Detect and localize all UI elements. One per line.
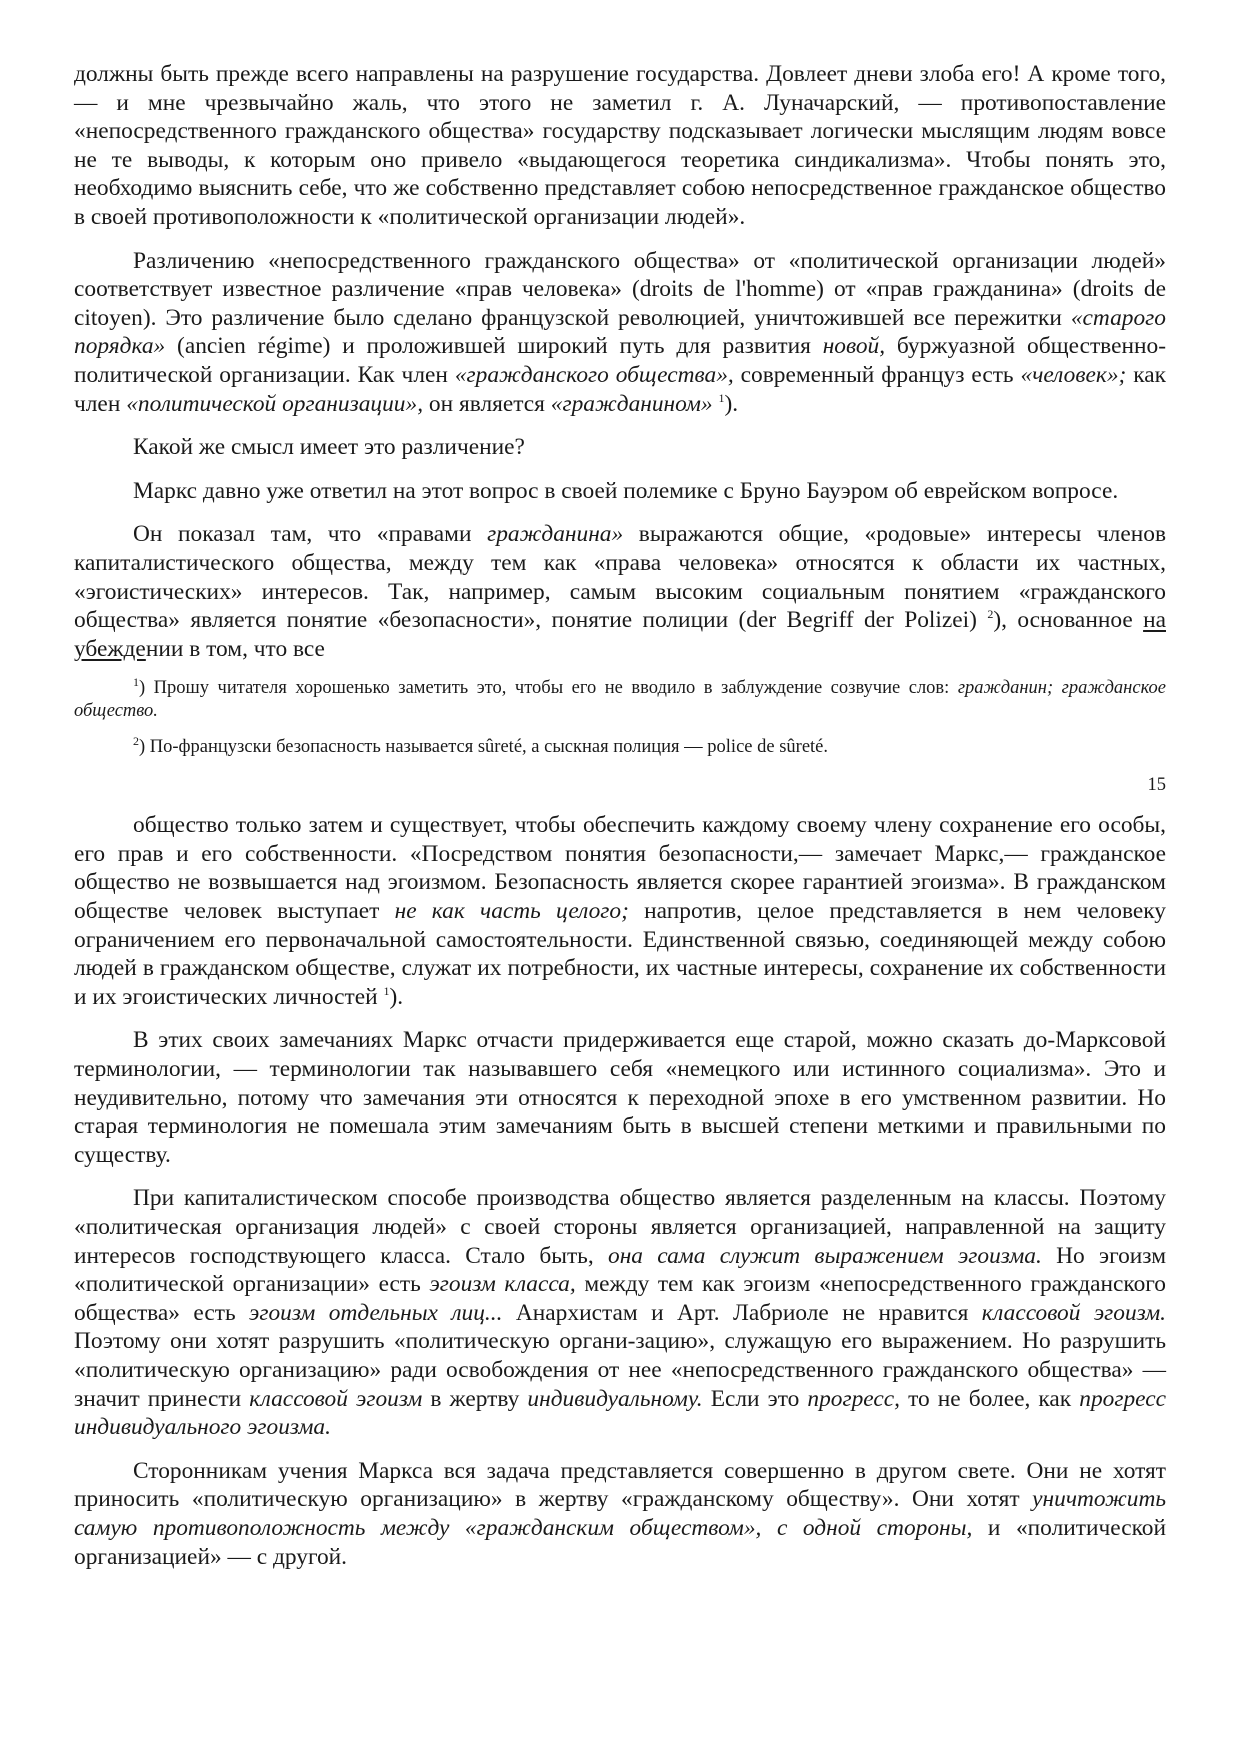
footnote-1: $^1$) Прошу читателя хорошенько заметить это, чтобы его не вводило в заблуждение созвучие слов: гражданин; гражданское общество. [74, 675, 1166, 722]
paragraph-8: При капиталистическом способе производства общество является разделенным на классы. Поэтому «политическая организация людей» с своей стороны является организацией, направленной на защиту интересов господствующего класса. Стало быть, она сама служит выражением эгоизма. Но эгоизм «политической организации» есть эгоизм класса, между тем как эгоизм «непосредственного гражданского общества» есть эгоизм отдельных лиц... Анархистам и Арт. Лабриоле не нравится классовой эгоизм. Поэтому они хотят разрушить «политическую органи-зацию», служащую его выражением. Но разрушить «политическую организацию» ради освобождения от нее «непосредственного гражданского общества» — значит принести классовой эгоизм в жертву индивидуальному. Если это прогресс, то не более, как прогресс индивидуального эгоизма. [74, 1185, 1167, 1441]
paragraph-3: Какой же смысл имеет это различение? [133, 434, 525, 461]
paragraph-9: Сторонникам учения Маркса вся задача представляется совершенно в другом свете. Они не хотят приносить «политическую организацию» в жертву «гражданскому обществу». Они хотят уничтожить самую противоположность между «гражданским обществом», с одной стороны, и «политической организацией» — с другой. [74, 1457, 1166, 1570]
footnote-ref-3: 1 [383, 984, 390, 999]
document-page [74, 60, 1166, 1586]
paragraph-2: Различению «непосредственного гражданского общества» от «политической организации людей» соответствует известное различение «прав человека» (droits de l'homme) от «прав гражданина» (droits de citoyen). Это различение было сделано французской революцией, уничтожившей все пережитки «старого порядка» (ancien régime) и проложившей широкий путь для развития новой, буржуазной общественно-политической организации. Как член «гражданского общества», современный француз есть «человек»; как член «политической организации», он является «гражданином» $^1$). [74, 247, 1166, 417]
footnote-2: $^2$) По-французски безопасность называется sûreté, а сыскная полиция — police de sûreté. [133, 734, 829, 758]
paragraph-6: общество только затем и существует, чтобы обеспечить каждому своему члену сохранение его особы, его прав и его собственности. «Посредством понятия безопасности,— замечает Маркс,— гражданское общество не возвышается над эгоизмом. Безопасность является скорее гарантией эгоизма». В гражданском обществе человек выступает не как часть целого; напротив, целое представляется в нем человеку ограничением его первоначальной самостоятельности. Единственной связью, соединяющей между собою людей в гражданском обществе, служат их потребности, их частные интересы, сохранение их собственности и их эгоистических личностей $^1$). [74, 812, 1167, 1010]
underlined-text: на убежде [74, 607, 1166, 662]
footnote-ref-1: 1 [718, 390, 725, 405]
paragraph-4: Маркс давно уже ответил на этот вопрос в своей полемике с Бруно Бауэром об еврейском вопросе. [133, 477, 1119, 504]
paragraph-1: должны быть прежде всего направлены на разрушение государства. Довлеет дневи злоба его! А кроме того,— и мне чрезвычайно жаль, что этого не заметил г. А. Луначарский, — противопоставление «непосредственного гражданского общества» государству подсказывает логически мыслящим людям вовсе не те выводы, к которым оно привело «выдающегося теоретика синдикализма». Чтобы понять это, необходимо выяснить себе, что же собственно представляет собою непосредственное гражданское общество в своей противоположности к «политической организации людей». [74, 61, 1166, 230]
paragraph-5: Он показал там, что «правами гражданина» выражаются общие, «родовые» интересы членов капиталистического общества, между тем как «права человека» относятся к области их частных, «эгоистических» интересов. Так, например, самым высоким социальным понятием «гражданского общества» является понятие «безопасности», понятие полиции (der Begriff der Polizei) $^2$), основанное на убеждении в том, что все [74, 521, 1166, 662]
page-number: 15 [1147, 775, 1166, 796]
footnote-ref-2: 2 [987, 607, 994, 622]
paragraph-7: В этих своих замечаниях Маркс отчасти придерживается еще старой, можно сказать до-Марксовой терминологии, — терминологии так называвшего себя «немецкого или истинного социализма». Это и неудивительно, потому что замечания эти относятся к переходной эпохе в его умственном развитии. Но старая терминология не помешала этим замечаниям быть в высшей степени меткими и правильными по существу. [74, 1027, 1166, 1168]
